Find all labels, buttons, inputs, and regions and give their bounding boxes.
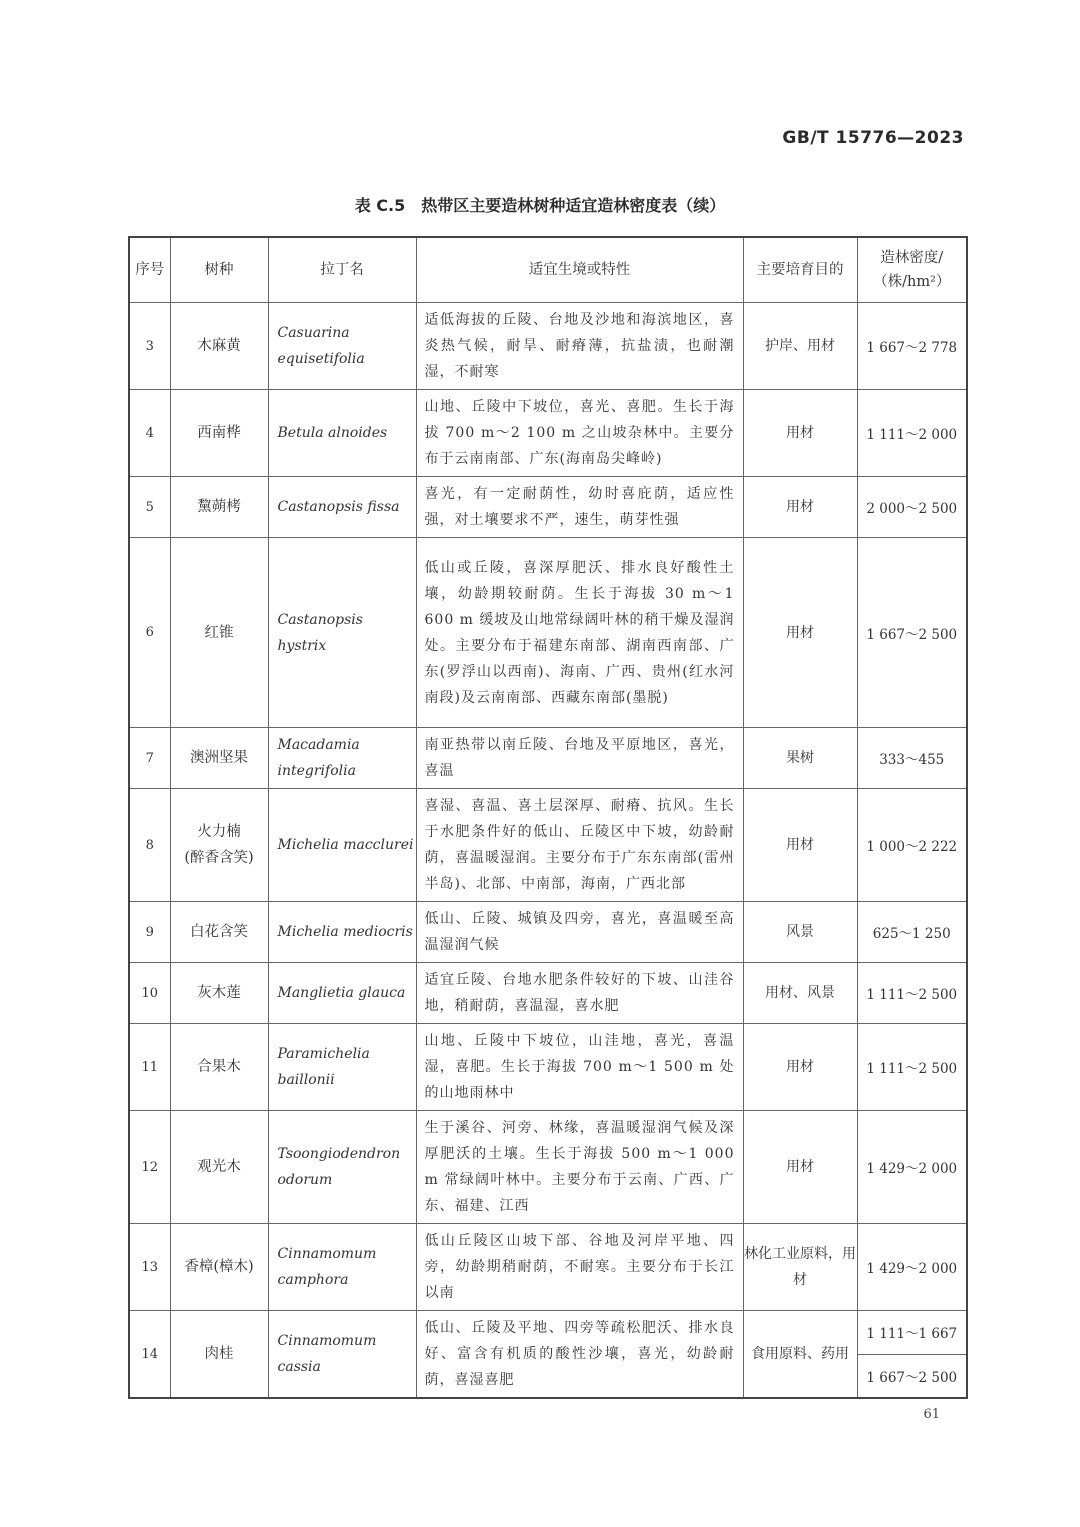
header-species: 树种 [170,237,268,303]
table-header-row [129,237,967,303]
row-species: 合果木 [170,1024,268,1111]
row-no: 9 [129,902,170,963]
header-latin: 拉丁名 [268,237,416,303]
latin-line: Michelia mediocris [277,924,413,940]
row-species: 红锥 [170,538,268,728]
row-latin [268,538,416,728]
header-purpose: 主要培育目的 [743,237,857,303]
latin-line: Castanopsis fissa [277,499,400,515]
row-habitat: 山地、丘陵中下坡位，喜光、喜肥。生长于海拔 700 m～2 100 m 之山坡杂林中。主要分布于云南南部、广东(海南岛尖峰岭) [416,390,743,477]
row-latin [268,1111,416,1224]
row-latin [268,902,416,963]
row-purpose: 用材、风景 [743,963,857,1024]
row-latin [268,1224,416,1311]
row-species: 澳洲坚果 [170,728,268,789]
row-habitat: 生于溪谷、河旁、林缘，喜温暖湿润气候及深厚肥沃的土壤。生长于海拔 500 m～1 000 m 常绿阔叶林中。主要分布于云南、广西、广东、福建、江西 [416,1111,743,1224]
row-species: 黧蒴栲 [170,477,268,538]
row-species: 肉桂 [170,1311,268,1399]
row-habitat: 喜光，有一定耐荫性，幼时喜庇荫，适应性强，对土壤要求不严，速生，萌芽性强 [416,477,743,538]
row-purpose: 用材 [743,477,857,538]
table-row [129,1311,967,1355]
row-latin [268,477,416,538]
row-density: 1 111～2 500 [857,1024,967,1111]
latin-line: Casuarina [277,325,350,341]
row-habitat: 低山丘陵区山坡下部、谷地及河岸平地、四旁，幼龄期稍耐荫，不耐寒。主要分布于长江以南 [416,1224,743,1311]
row-no: 12 [129,1111,170,1224]
row-purpose: 食用原料、药用 [743,1311,857,1399]
latin-line: Macadamia [277,737,360,753]
species-line: 火力楠 [197,824,241,840]
row-no: 4 [129,390,170,477]
latin-line: baillonii [277,1072,335,1088]
row-habitat: 适宜丘陵、台地水肥条件较好的下坡、山洼谷地，稍耐荫，喜温湿，喜水肥 [416,963,743,1024]
table-row [129,1224,967,1311]
latin-line: equisetifolia [277,351,365,367]
row-species: 西南桦 [170,390,268,477]
header-no: 序号 [129,237,170,303]
table-row [129,902,967,963]
row-density: 1 111～2 500 [857,963,967,1024]
latin-line: odorum [277,1172,333,1188]
row-purpose: 林化工业原料，用材 [743,1224,857,1311]
row-habitat: 山地、丘陵中下坡位，山洼地，喜光，喜温湿，喜肥。生长于海拔 700 m～1 500 m 处的山地雨林中 [416,1024,743,1111]
row-latin [268,1024,416,1111]
row-latin [268,1311,416,1399]
row-no: 3 [129,303,170,390]
row-density: 1 111～1 667 [857,1311,967,1355]
row-density: 1 667～2 778 [857,303,967,390]
row-no: 13 [129,1224,170,1311]
latin-line: Tsoongiodendron [277,1146,401,1162]
row-no: 14 [129,1311,170,1399]
row-species: 木麻黄 [170,303,268,390]
table-row [129,789,967,902]
table-row [129,728,967,789]
table-row [129,1111,967,1224]
table-row [129,390,967,477]
header-density [857,237,967,303]
row-habitat: 低山或丘陵，喜深厚肥沃、排水良好酸性土壤，幼龄期较耐荫。生长于海拔 30 m～1 600 m 缓坡及山地常绿阔叶林的稍干燥及湿润处。主要分布于福建东南部、湖南西南部、广东(罗浮山以西南)、海南、广西、贵州(红水河南段)及云南南部、西藏东南部(墨脱) [416,538,743,728]
row-species: 观光木 [170,1111,268,1224]
latin-line: Michelia macclurei [277,837,414,853]
table-row [129,538,967,728]
row-density: 2 000～2 500 [857,477,967,538]
row-no: 5 [129,477,170,538]
row-density: 1 111～2 000 [857,390,967,477]
row-purpose: 护岸、用材 [743,303,857,390]
row-latin [268,789,416,902]
density-table [128,236,968,1399]
row-habitat: 喜湿、喜温、喜土层深厚、耐瘠、抗风。生长于水肥条件好的低山、丘陵区中下坡，幼龄耐荫，喜温暖湿润。主要分布于广东东南部(雷州半岛)、北部、中南部，海南，广西北部 [416,789,743,902]
row-density: 333～455 [857,728,967,789]
latin-line: Cinnamomum [277,1333,377,1349]
row-density-alt: 1 667～2 500 [857,1354,967,1398]
row-purpose: 果树 [743,728,857,789]
table-title: 表 C.5 热带区主要造林树种适宜造林密度表（续） [354,196,726,215]
row-no: 6 [129,538,170,728]
row-habitat: 适低海拔的丘陵、台地及沙地和海滨地区，喜炎热气候，耐旱、耐瘠薄，抗盐渍，也耐潮湿，不耐寒 [416,303,743,390]
row-latin [268,963,416,1024]
row-no: 7 [129,728,170,789]
row-species [170,789,268,902]
header-density-line1: 造林密度/ [880,250,944,266]
row-habitat: 南亚热带以南丘陵、台地及平原地区，喜光，喜温 [416,728,743,789]
table-row [129,477,967,538]
row-latin [268,390,416,477]
latin-line: Paramichelia [277,1046,370,1062]
row-no: 10 [129,963,170,1024]
latin-line: camphora [277,1272,349,1288]
row-species: 香樟(樟木) [170,1224,268,1311]
table-row [129,1024,967,1111]
row-purpose: 用材 [743,1024,857,1111]
row-purpose: 用材 [743,538,857,728]
row-purpose: 用材 [743,1111,857,1224]
latin-line: cassia [277,1359,321,1375]
row-density: 1 667～2 500 [857,538,967,728]
page-number: 61 [923,1407,940,1422]
row-no: 11 [129,1024,170,1111]
table-row [129,963,967,1024]
row-density: 1 429～2 000 [857,1111,967,1224]
row-density: 1 429～2 000 [857,1224,967,1311]
row-purpose: 用材 [743,390,857,477]
header-density-line2: （株/hm²） [873,274,951,290]
row-latin [268,303,416,390]
latin-line: integrifolia [277,763,356,779]
species-line: (醉香含笑) [184,850,254,866]
latin-line: hystrix [277,637,327,654]
row-purpose: 风景 [743,902,857,963]
standard-code: GB/T 15776—2023 [782,128,964,148]
row-density: 625～1 250 [857,902,967,963]
row-habitat: 低山、丘陵、城镇及四旁，喜光，喜温暖至高温湿润气候 [416,902,743,963]
latin-line: Cinnamomum [277,1246,377,1262]
row-density: 1 000～2 222 [857,789,967,902]
table-row [129,303,967,390]
row-purpose: 用材 [743,789,857,902]
row-habitat: 低山、丘陵及平地、四旁等疏松肥沃、排水良好、富含有机质的酸性沙壤，喜光，幼龄耐荫，喜湿喜肥 [416,1311,743,1399]
latin-line: Castanopsis [277,611,363,628]
latin-line: Manglietia glauca [277,985,406,1001]
latin-line: Betula alnoides [277,425,388,441]
row-species: 白花含笑 [170,902,268,963]
row-latin [268,728,416,789]
row-species: 灰木莲 [170,963,268,1024]
row-no: 8 [129,789,170,902]
header-habitat: 适宜生境或特性 [416,237,743,303]
